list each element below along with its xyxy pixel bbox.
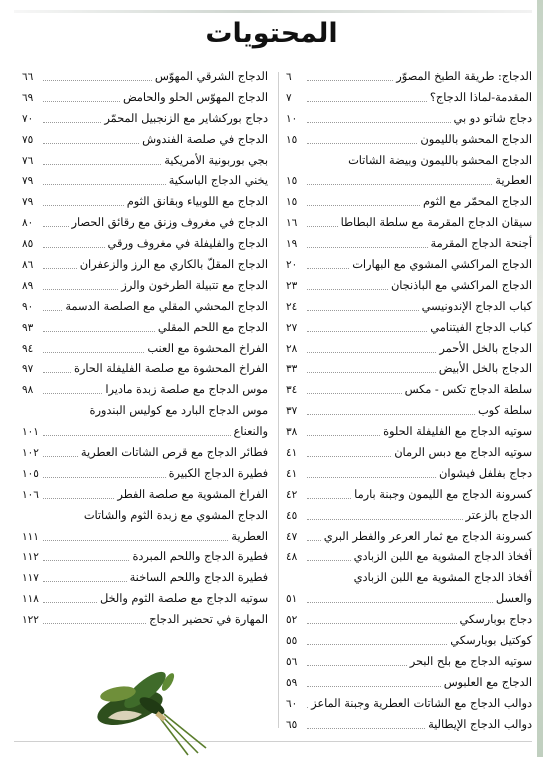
toc-entry bbox=[286, 174, 532, 195]
toc-page-number: ٢٨ bbox=[286, 342, 298, 355]
herb-bouquet-icon bbox=[90, 658, 215, 756]
toc-page-number: ٣٧ bbox=[286, 405, 298, 418]
toc-page-number: ٧٦ bbox=[22, 154, 34, 167]
toc-entry bbox=[22, 258, 268, 279]
toc-entry-title: موس الدجاج البارد مع كوليس البندورة bbox=[89, 404, 268, 418]
toc-page-number: ١٩ bbox=[286, 238, 298, 251]
toc-right-column bbox=[286, 70, 532, 739]
toc-entry bbox=[22, 362, 268, 383]
toc-entry bbox=[286, 718, 532, 739]
toc-entry bbox=[286, 613, 532, 634]
dot-leader bbox=[307, 540, 321, 541]
toc-entry-title: الدجاج مع العلبوس bbox=[443, 675, 532, 689]
toc-entry bbox=[22, 342, 268, 363]
toc-entry bbox=[286, 70, 532, 91]
column-divider bbox=[278, 72, 279, 728]
toc-entry-title: الدجاج المحشي المقلي مع الصلصة الدسمة bbox=[65, 299, 268, 313]
toc-page-number: ١٥ bbox=[286, 196, 298, 209]
toc-page-number: ٦٠ bbox=[286, 697, 298, 710]
toc-page-number: ٧ bbox=[286, 91, 292, 104]
page-edge bbox=[537, 0, 543, 757]
toc-page-number: ٧٩ bbox=[22, 196, 34, 209]
toc-entry bbox=[286, 530, 532, 551]
toc-page-number: ٥٥ bbox=[286, 635, 298, 648]
toc-entry-title: الدجاج المشوي مع زبدة الثوم والشاتات bbox=[83, 508, 268, 522]
toc-entry bbox=[22, 467, 268, 488]
toc-page-number: ٥٩ bbox=[286, 676, 298, 689]
toc-entry-title: فطيرة الدجاج واللحم الساخنة bbox=[129, 571, 268, 585]
toc-page-number: ١٥ bbox=[286, 175, 298, 188]
toc-page-number: ٤١ bbox=[286, 467, 298, 480]
toc-entry bbox=[286, 697, 532, 718]
dot-leader bbox=[307, 728, 425, 729]
toc-entry-title: الدجاج مع تتبيلة الطرخون والرز bbox=[121, 278, 268, 292]
dot-leader bbox=[43, 623, 146, 624]
toc-entry-title: الدجاج المحشو بالليمون وبيضة الشاتات bbox=[348, 153, 532, 167]
dot-leader bbox=[307, 226, 338, 227]
toc-page-number: ٦٥ bbox=[286, 718, 298, 731]
dot-leader bbox=[307, 184, 492, 185]
toc-entry bbox=[286, 655, 532, 676]
dot-leader bbox=[43, 226, 69, 227]
toc-entry bbox=[286, 550, 532, 571]
dot-leader bbox=[307, 477, 436, 478]
dot-leader bbox=[307, 665, 407, 666]
toc-entry bbox=[286, 362, 532, 383]
toc-entry bbox=[22, 91, 268, 112]
toc-page-number: ١٠١ bbox=[22, 426, 39, 439]
dot-leader bbox=[43, 560, 129, 561]
dot-leader bbox=[43, 247, 105, 248]
toc-entry bbox=[22, 592, 268, 613]
toc-entry bbox=[22, 237, 268, 258]
toc-entry-title: فطيرة الدجاج واللحم المبردة bbox=[132, 550, 268, 564]
toc-entry-title: سلطة الدجاج تكس - مكس bbox=[404, 383, 532, 397]
toc-entry bbox=[286, 133, 532, 154]
dot-leader bbox=[43, 602, 97, 603]
toc-entry bbox=[22, 216, 268, 237]
toc-entry-title: المقدمة-لماذا الدجاج؟ bbox=[429, 90, 532, 104]
toc-page-number: ٨٩ bbox=[22, 279, 34, 292]
dot-leader bbox=[307, 707, 308, 708]
dot-leader bbox=[307, 602, 493, 603]
toc-entry-title: المهارة في تحضير الدجاج bbox=[149, 613, 268, 627]
dot-leader bbox=[43, 268, 77, 269]
toc-entry-title: الدجاج في صلصة الفندوش bbox=[142, 132, 268, 146]
toc-entry-title: والعسل bbox=[495, 592, 532, 606]
toc-entry-title: الدجاج والفليفلة في مغروف ورقي bbox=[107, 237, 268, 251]
toc-entry bbox=[286, 467, 532, 488]
toc-entry bbox=[286, 300, 532, 321]
toc-entry bbox=[22, 571, 268, 592]
dot-leader bbox=[307, 644, 447, 645]
toc-page-number: ٦ bbox=[286, 71, 292, 83]
toc-entry-title: الفراخ المحشوة مع العنب bbox=[147, 341, 268, 355]
dot-leader bbox=[307, 247, 428, 248]
toc-page-number: ٥١ bbox=[286, 593, 298, 606]
toc-entry-title: موس الدجاج مع صلصة زبدة ماديرا bbox=[105, 383, 268, 397]
toc-entry-title: الفراخ المشوية مع صلصة الفطر bbox=[117, 487, 268, 501]
dot-leader bbox=[43, 310, 62, 311]
toc-entry-title: الدجاج المراكشي المشوي مع البهارات bbox=[352, 258, 532, 272]
toc-entry bbox=[22, 195, 268, 216]
dot-leader bbox=[307, 393, 402, 394]
toc-entry bbox=[286, 571, 532, 592]
dot-leader bbox=[307, 414, 475, 415]
toc-entry bbox=[22, 446, 268, 467]
toc-entry bbox=[22, 550, 268, 571]
toc-entry bbox=[286, 446, 532, 467]
toc-entry bbox=[22, 321, 268, 342]
toc-entry bbox=[286, 488, 532, 509]
dot-leader bbox=[43, 143, 139, 144]
toc-entry-title: دوالب الدجاج مع الشاتات العطرية وجبنة الماعز bbox=[311, 696, 532, 710]
dot-leader bbox=[43, 164, 161, 165]
toc-entry-title: سوتيه الدجاج مع بلح البحر bbox=[409, 654, 532, 668]
dot-leader bbox=[43, 477, 166, 478]
toc-page-number: ٩٨ bbox=[22, 384, 34, 397]
toc-entry-title: كسرونة الدجاج مع ثمار العرعر والفطر البري bbox=[323, 529, 532, 543]
toc-left-column bbox=[22, 70, 268, 634]
dot-leader bbox=[43, 289, 118, 290]
dot-leader bbox=[307, 205, 420, 206]
toc-entry bbox=[22, 112, 268, 133]
toc-page-number: ١٦ bbox=[286, 217, 298, 230]
toc-page-number: ١١١ bbox=[22, 530, 39, 543]
toc-entry bbox=[22, 383, 268, 404]
toc-entry-title: سوتيه الدجاج مع دبس الرمان bbox=[394, 446, 532, 460]
toc-entry-title: الدجاج المحمّر مع الثوم bbox=[422, 195, 532, 209]
toc-page-number: ٢٧ bbox=[286, 321, 298, 334]
dot-leader bbox=[307, 289, 388, 290]
toc-entry bbox=[22, 509, 268, 530]
dot-leader bbox=[43, 122, 101, 123]
toc-entry bbox=[286, 237, 532, 258]
toc-entry-title: سوتيه الدجاج مع صلصة الثوم والخل bbox=[99, 592, 268, 606]
toc-page-number: ١٠ bbox=[286, 112, 298, 125]
toc-entry-title: الدجاج مع اللحم المقلي bbox=[157, 320, 268, 334]
toc-entry-title: دجاج بوبارسكي bbox=[459, 613, 532, 627]
dot-leader bbox=[307, 143, 417, 144]
toc-entry bbox=[286, 342, 532, 363]
toc-entry bbox=[22, 425, 268, 446]
toc-entry-title: أجنحة الدجاج المقرمة bbox=[430, 237, 532, 251]
toc-page-number: ٥٢ bbox=[286, 614, 298, 627]
dot-leader bbox=[307, 519, 463, 520]
toc-entry-title: يخني الدجاج الباسكية bbox=[168, 174, 268, 188]
toc-page-number: ٨٠ bbox=[22, 217, 34, 230]
toc-entry-title: الدجاج المقلّ بالكاري مع الرز والزعفران bbox=[79, 258, 268, 272]
toc-page-number: ٥٦ bbox=[286, 655, 298, 668]
dot-leader bbox=[307, 331, 427, 332]
toc-page-number: ٩٧ bbox=[22, 363, 34, 376]
toc-page-number: ٦٩ bbox=[22, 91, 34, 104]
toc-entry bbox=[286, 154, 532, 175]
toc-entry bbox=[286, 216, 532, 237]
toc-entry-title: كسرونة الدجاج مع الليمون وجبنة بارما bbox=[354, 487, 532, 501]
toc-entry bbox=[286, 112, 532, 133]
toc-page-number: ١٠٦ bbox=[22, 488, 39, 501]
toc-page-number: ٢٣ bbox=[286, 279, 298, 292]
dot-leader bbox=[43, 80, 152, 81]
dot-leader bbox=[43, 184, 166, 185]
toc-page-number: ٣٨ bbox=[286, 426, 298, 439]
toc-entry bbox=[286, 195, 532, 216]
toc-entry bbox=[286, 383, 532, 404]
toc-entry bbox=[286, 279, 532, 300]
dot-leader bbox=[307, 80, 393, 81]
toc-page-number: ١١٢ bbox=[22, 551, 39, 564]
toc-entry bbox=[22, 154, 268, 175]
toc-entry bbox=[22, 488, 268, 509]
toc-page-number: ٤٧ bbox=[286, 530, 298, 543]
toc-page-number: ٧٥ bbox=[22, 133, 34, 146]
toc-entry-title: الدجاج المهوّس الحلو والحامض bbox=[122, 90, 268, 104]
toc-page-number: ١٠٥ bbox=[22, 467, 39, 480]
toc-entry-title: الدجاج بالخل الأحمر bbox=[439, 341, 532, 355]
dot-leader bbox=[43, 498, 114, 499]
toc-entry bbox=[22, 279, 268, 300]
toc-entry-title: الدجاج المحشو بالليمون bbox=[420, 132, 532, 146]
toc-entry bbox=[22, 613, 268, 634]
toc-page-number: ٩٣ bbox=[22, 321, 34, 334]
toc-entry-title: الدجاج في مغروف وزنق مع رقائق الحصار bbox=[71, 216, 268, 230]
toc-entry bbox=[286, 676, 532, 697]
toc-entry bbox=[286, 91, 532, 112]
toc-entry-title: كوكتيل بوبارسكي bbox=[450, 634, 532, 648]
toc-entry-title: سيقان الدجاج المقرمة مع سلطة البطاطا bbox=[340, 216, 532, 230]
toc-page-number: ٤٥ bbox=[286, 509, 298, 522]
toc-page-number: ٧٩ bbox=[22, 175, 34, 188]
toc-entry-title: كباب الدجاج الإندونيسي bbox=[421, 299, 532, 313]
toc-entry bbox=[22, 174, 268, 195]
toc-page-number: ٤٨ bbox=[286, 551, 298, 564]
toc-entry bbox=[22, 530, 268, 551]
toc-page-number: ٩٠ bbox=[22, 300, 34, 313]
page-title: المحتويات bbox=[205, 18, 338, 49]
dot-leader bbox=[43, 352, 144, 353]
toc-page-number: ٤٢ bbox=[286, 488, 298, 501]
dot-leader bbox=[43, 372, 71, 373]
toc-entry-title: الدجاج مع اللوبياء وبقانق الثوم bbox=[126, 195, 268, 209]
dot-leader bbox=[43, 540, 228, 541]
toc-entry-title: العطرية bbox=[231, 529, 268, 543]
toc-page-number: ٤١ bbox=[286, 447, 298, 460]
dot-leader bbox=[307, 122, 451, 123]
toc-page-number: ٣٤ bbox=[286, 384, 298, 397]
toc-entry-title: الفراخ المحشوة مع صلصة الفليفلة الحارة bbox=[73, 362, 268, 376]
toc-entry bbox=[22, 300, 268, 321]
top-rule bbox=[14, 10, 532, 13]
toc-entry bbox=[286, 592, 532, 613]
toc-entry-title: سوتيه الدجاج مع الفليفلة الحلوة bbox=[383, 425, 532, 439]
toc-page-number: ٦٦ bbox=[22, 71, 34, 83]
dot-leader bbox=[307, 310, 419, 311]
toc-entry bbox=[22, 133, 268, 154]
toc-entry-title: والنعناع bbox=[233, 425, 268, 439]
dot-leader bbox=[43, 581, 127, 582]
dot-leader bbox=[307, 435, 380, 436]
toc-entry-title: كباب الدجاج الفيتنامي bbox=[430, 320, 532, 334]
toc-page-number: ٩٤ bbox=[22, 342, 34, 355]
dot-leader bbox=[307, 498, 351, 499]
toc-page-number: ٧٠ bbox=[22, 112, 34, 125]
toc-entry bbox=[22, 404, 268, 425]
dot-leader bbox=[307, 372, 436, 373]
dot-leader bbox=[307, 352, 436, 353]
toc-entry-title: فطائر الدجاج مع قرص الشاتات العطرية bbox=[80, 446, 268, 460]
toc-entry bbox=[286, 425, 532, 446]
dot-leader bbox=[307, 560, 351, 561]
dot-leader bbox=[43, 435, 231, 436]
dot-leader bbox=[307, 623, 457, 624]
toc-entry-title: دجاج بفلفل فيشوان bbox=[439, 466, 532, 480]
dot-leader bbox=[43, 101, 120, 102]
dot-leader bbox=[43, 205, 124, 206]
toc-page-number: ٣٣ bbox=[286, 363, 298, 376]
toc-entry-title: الدجاج بالزعتر bbox=[465, 508, 532, 522]
dot-leader bbox=[43, 456, 78, 457]
toc-entry-title: الدجاج: طريقة الطبخ المصوّر bbox=[396, 70, 532, 83]
toc-page-number: ١٢٢ bbox=[22, 614, 39, 627]
toc-entry-title: العطرية bbox=[495, 174, 532, 188]
toc-entry-title: بجي بوربونية الأمريكية bbox=[164, 153, 268, 167]
toc-entry-title: الدجاج المراكشي مع الباذنجان bbox=[390, 278, 532, 292]
toc-entry-title: دجاج بوركشاير مع الزنجبيل المحمّر bbox=[104, 111, 268, 125]
dot-leader bbox=[43, 331, 155, 332]
toc-entry-title: أفخاذ الدجاج المشوية مع اللبن الزبادي bbox=[353, 550, 532, 564]
toc-page-number: ١١٨ bbox=[22, 593, 39, 606]
toc-entry bbox=[22, 70, 268, 91]
toc-entry-title: الدجاج الشرقي المهوّس bbox=[154, 70, 268, 83]
toc-entry bbox=[286, 634, 532, 655]
dot-leader bbox=[307, 268, 349, 269]
toc-entry bbox=[286, 404, 532, 425]
toc-entry-title: الدجاج بالخل الأبيض bbox=[438, 362, 532, 376]
toc-page-number: ١٠٢ bbox=[22, 447, 39, 460]
dot-leader bbox=[43, 393, 102, 394]
toc-entry bbox=[286, 509, 532, 530]
toc-entry-title: أفخاذ الدجاج المشوية مع اللبن الزبادي bbox=[353, 571, 532, 585]
toc-page-number: ٢٠ bbox=[286, 259, 298, 272]
toc-page-number: ١٥ bbox=[286, 133, 298, 146]
toc-entry-title: دجاج شاتو دو بي bbox=[453, 111, 532, 125]
toc-entry-title: دوالب الدجاج الإيطالية bbox=[428, 717, 532, 731]
toc-entry-title: فطيرة الدجاج الكبيرة bbox=[168, 466, 268, 480]
dot-leader bbox=[307, 686, 441, 687]
toc-page-number: ٢٤ bbox=[286, 300, 298, 313]
toc-entry bbox=[286, 258, 532, 279]
toc-entry bbox=[286, 321, 532, 342]
dot-leader bbox=[307, 101, 427, 102]
toc-page-number: ١١٧ bbox=[22, 572, 39, 585]
toc-page-number: ٨٥ bbox=[22, 238, 34, 251]
toc-entry-title: سلطة كوب bbox=[478, 404, 532, 418]
dot-leader bbox=[307, 456, 391, 457]
toc-page-number: ٨٦ bbox=[22, 259, 34, 272]
